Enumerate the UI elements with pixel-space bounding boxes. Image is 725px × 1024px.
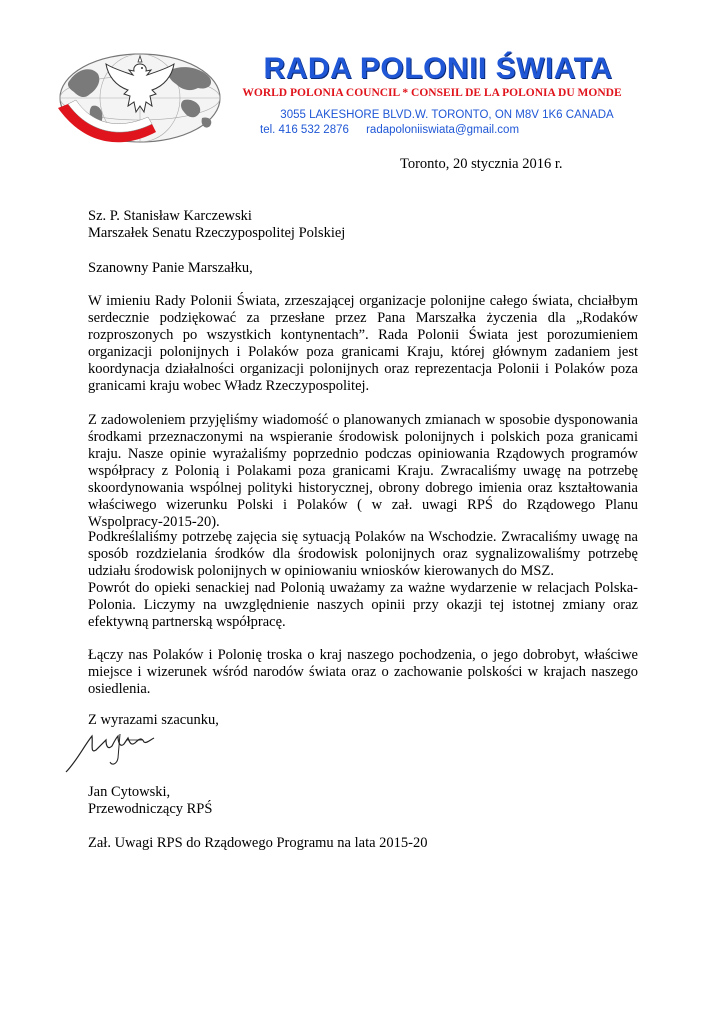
paragraph-4: Powrót do opieki senackiej nad Polonią uważamy za ważne wydarzenie w relacjach Polska-Polonia. Liczymy na uwzględnienie naszych opinii przy okazji tej istotnej zmiany oraz efektywną partnerską współpracę. [88,580,638,630]
paragraph-2: Z zadowoleniem przyjęliśmy wiadomość o planowanych zmianach w sposobie dysponowania środkami przeznaczonymi na wspieranie środowisk polonijnych i polskich poza granicami kraju. Nasze opinie wyrażaliśmy poprzednio podczas opiniowania Rządowych programów współpracy z Polonią i Polakami poza granicami Kraju. Zwracaliśmy uwagę na potrzebę skoordynowania wspólnej polityki historycznej, obrony dobrego imienia oraz kształtowania właściwego wizerunku Polski i Polaków ( w zał. uwagi RPŚ do Rządowego Planu Wspolpracy-2015-20). [88,412,638,530]
paragraph-1: W imieniu Rady Polonii Świata, zrzeszającej organizacje polonijne całego świata, chciałbym serdecznie podziękować za przesłane przez Pana Marszałka życzenia dla „Rodaków rozproszonych po wszystkich kontynentach”. Rada Polonii Świata jest porozumieniem organizacji polonijnych i Polaków poza granicami Kraju, której głównym zadaniem jest koordynacja działalności organizacji polonijnych oraz reprezentacja Polonii i Polaków poza granicami kraju wobec Władz Rzeczypospolitej. [88,293,638,394]
recipient-line-2: Marszałek Senatu Rzeczypospolitej Polskiej [88,225,346,241]
organization-name: RADA POLONII ŚWIATA [263,52,613,85]
letter-date: Toronto, 20 stycznia 2016 r. [400,156,563,172]
organization-subtitle: WORLD POLONIA COUNCIL * CONSEIL DE LA POLONIA DU MONDE [242,87,622,99]
paragraph-3: Podkreślaliśmy potrzebę zajęcia się sytuacją Polaków na Wschodzie. Zwracaliśmy uwagę na sposób rozdzielania środków dla środowisk polonijnych oraz sygnalizowaliśmy potrzebę udziału środowisk polonijnych w opiniowaniu wniosków kierowanych do MSZ. [88,529,638,579]
salutation: Szanowny Panie Marszałku, [88,260,253,276]
organization-address: 3055 LAKESHORE BLVD.W. TORONTO, ON M8V 1K6 CANADA [280,109,614,121]
organization-contact [260,124,560,136]
recipient-line-1: Sz. P. Stanisław Karczewski [88,208,252,224]
organization-logo [52,50,222,150]
signer-name: Jan Cytowski, [88,784,171,800]
closing: Z wyrazami szacunku, [88,712,219,728]
signer-title: Przewodniczący RPŚ [88,801,213,817]
attachment-note: Zał. Uwagi RPS do Rządowego Programu na lata 2015-20 [88,835,428,851]
email-address: radapoloniiswiata@gmail.com [366,124,520,136]
paragraph-5: Łączy nas Polaków i Polonię troska o kraj naszego pochodzenia, o jego dobrobyt, właściwe miejsce i wizerunek wśród narodów świata oraz o zachowanie polskości w krajach naszego osiedlenia. [88,647,638,697]
phone-number: tel. 416 532 2876 [260,124,349,136]
handwritten-signature [62,728,182,776]
